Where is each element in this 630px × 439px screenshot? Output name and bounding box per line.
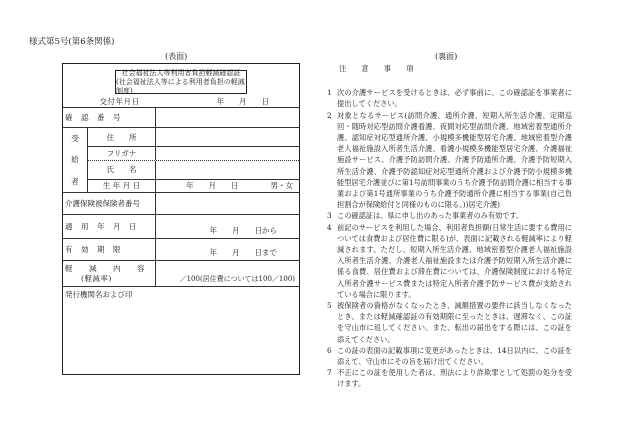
furigana-row: [88, 146, 299, 159]
address-label: 住 所: [88, 128, 156, 146]
reduction-value: ／100(居住費については100／100): [179, 275, 295, 283]
card-title-line2: (社会福祉法人等による利用者負担の軽減制度): [116, 77, 245, 95]
issue-date-row: [63, 95, 299, 107]
note-number: 5: [327, 301, 332, 311]
note-text: 対象となるサービス(訪問介護、通所介護、短期入所生活介護、定期巡回・随時対応型訪問介護看護、夜間対応型訪問介護、地域密着型通所介護、認知症対応型通所介護、小規模多機能型居宅介護、地域密着型介護老人福祉施設入所者生活介護、看護小規模多機能型居宅介護、介護福祉施設サービス、介護予防訪問介護、介護予防通所介護、介護予防短期入所生活介護、介護予防認知症対応型通所介護および介護予防小規模多機能型居宅介護並びに第1号訪問事業のうち介護予防訪問介護に相当する事業および第1号通所事業のうち介護予防通所介護に相当する事業(自己負担割合が保険給付と同様のものに限る。))居宅介護): [337, 110, 572, 210]
furigana-label: フリガナ: [88, 147, 156, 159]
notes-section: [327, 63, 572, 390]
note-item: [327, 222, 572, 300]
note-number: 3: [327, 211, 332, 221]
dob-label: 生 年 月 日: [88, 180, 156, 192]
form-number: 様式第5号(第6条関係): [29, 37, 115, 47]
certificate-card: [62, 63, 300, 375]
apply-date-value: 年 月 日から: [209, 226, 277, 235]
validity-row: [63, 238, 299, 260]
address-value: [156, 128, 299, 146]
reduction-label-main: 軽 減 内 容: [65, 263, 145, 273]
note-item: [327, 367, 572, 389]
reduction-label-sub: (軽減率): [81, 273, 112, 283]
dob-row: [88, 179, 299, 192]
issue-date-label: 交付年月日: [99, 96, 140, 106]
note-text: 次の介護サービスを受けるときは、必ず事前に、この確認証を事業者に提出してください。: [337, 88, 572, 109]
front-side-label: (表面): [165, 52, 188, 61]
note-item: [327, 210, 572, 221]
note-item: [327, 345, 572, 367]
card-title-box: [115, 70, 247, 94]
note-text: 前記のサービスを利用した場合、利用者負担額(日常生活に要する費用については食費および居住費に限る)が、表面に記載される軽減率により軽減されます。ただし、短期入所生活介護、地域密着型介護老人福祉施設入所者生活介護、介護老人福祉施設または介護予防短期入所生活介護に係る食費、居住費および滞在費については、介護保険制度における特定入所者介護サービス費または特定入所者介護予防サービス費が支給されている場合に限ります。: [337, 222, 572, 299]
gender-value: 男・女: [270, 181, 293, 191]
issuer-label: 発行機関名および印: [65, 290, 133, 299]
cert-number-row: [63, 107, 299, 127]
issuer-row: [63, 286, 299, 376]
recipient-details: [88, 128, 299, 192]
apply-date-row: [63, 214, 299, 238]
issue-date-value: 年 月 日: [216, 96, 269, 106]
reduction-row: [63, 260, 299, 286]
insured-number-label: 介護保険被保険者番号: [63, 193, 156, 214]
reduction-label: [63, 261, 156, 286]
note-item: [327, 110, 572, 211]
address-row: [88, 128, 299, 146]
dob-value-cell: [156, 180, 299, 192]
note-text: この証の表面の記載事項に変更があったときは、14日以内に、この証を添えて、守山市にその旨を届け出てください。: [337, 345, 572, 367]
recipient-char-3: 者: [71, 176, 79, 186]
apply-date-label: 適 用 年 月 日: [63, 215, 156, 238]
recipient-block: [63, 127, 299, 192]
name-row: [88, 160, 299, 179]
notes-title: 注 意 事 項: [339, 64, 418, 73]
insured-number-row: [63, 192, 299, 214]
validity-value: 年 月 日まで: [209, 248, 277, 257]
note-text: この確認証は、県に申し出のあった事業者のみ有効です。: [337, 211, 524, 221]
note-text: 被保険者の資格がなくなったとき、減額措置の要件に該当しなくなったとき、または軽減確認証の有効期限に至ったときは、遅滞なく、この証を守山市に返してください。また、転出の届出をする際には、この証を添えてください。: [337, 301, 572, 344]
card-title: [63, 68, 299, 95]
insured-number-value: [156, 193, 299, 214]
note-text: 不正にこの証を使用した者は、刑法により詐欺罪として処罰の処分を受けます。: [337, 368, 572, 389]
dob-value: 年 月 日: [186, 181, 239, 191]
validity-label: 有 効 期 限: [63, 239, 156, 260]
note-number: 6: [327, 345, 332, 355]
card-title-line1: 社会福祉法人等利用者負担軽減確認証: [121, 68, 241, 77]
note-number: 4: [327, 222, 332, 232]
card-fields: [63, 95, 299, 376]
recipient-char-1: 受: [71, 134, 79, 144]
note-item: [327, 300, 572, 345]
cert-number-label: 確 認 番 号: [63, 108, 156, 127]
recipient-vertical-label: [63, 128, 88, 192]
recipient-char-2: 給: [71, 155, 79, 165]
furigana-value: [156, 147, 299, 159]
note-item: [327, 87, 572, 109]
name-value: [156, 161, 299, 179]
name-label: 氏 名: [88, 161, 156, 179]
back-side-label: (裏面): [435, 52, 458, 61]
note-number: 2: [327, 110, 332, 120]
note-number: 1: [327, 88, 332, 98]
cert-number-value: [156, 108, 299, 127]
note-number: 7: [327, 368, 332, 378]
